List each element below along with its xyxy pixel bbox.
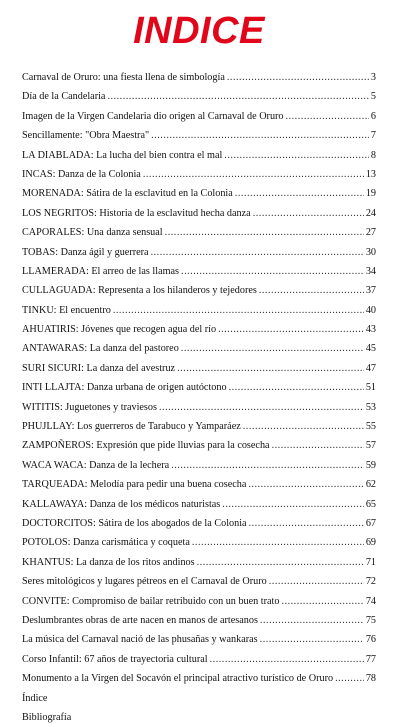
toc-leader-dots [248, 475, 363, 494]
toc-leader-dots [281, 592, 363, 611]
toc-entry[interactable] [22, 262, 376, 281]
toc-page-number: 65 [365, 498, 376, 510]
toc-entry[interactable] [22, 689, 376, 708]
table-of-contents [22, 68, 376, 727]
toc-entry-title: PHUJLLAY: Los guerreros de Tarabuco y Yamparáez [22, 421, 241, 433]
toc-entry-title: INTI LLAJTA: Danza urbana de origen autóctono [22, 382, 227, 394]
toc-page-number: 51 [365, 382, 376, 394]
toc-entry[interactable] [22, 281, 376, 300]
toc-entry[interactable] [22, 592, 376, 611]
toc-leader-dots [165, 223, 364, 242]
toc-entry[interactable] [22, 611, 376, 630]
toc-leader-dots [151, 126, 369, 145]
toc-entry-title: CONVITE: Compromiso de bailar retribuido con un buen trato [22, 595, 280, 607]
toc-entry-title: TOBAS: Danza ágil y guerrera [22, 246, 149, 258]
toc-entry-title: La música del Carnaval nació de las phusañas y wankaras [22, 634, 258, 646]
toc-entry-title: Bibliografía [22, 711, 72, 723]
toc-leader-dots [171, 456, 364, 475]
toc-page-number: 76 [365, 634, 376, 646]
toc-leader-dots [249, 514, 364, 533]
toc-entry-title: CULLAGUADA: Representa a los hilanderos y tejedores [22, 285, 257, 297]
toc-leader-dots [272, 436, 364, 455]
toc-entry-title: TARQUEADA: Melodía para pedir una buena cosecha [22, 479, 247, 491]
toc-entry-title: WACA WACA: Danza de la lechera [22, 459, 170, 471]
toc-page-number: 13 [365, 168, 376, 180]
page-title: INDICE [133, 10, 265, 52]
toc-entry[interactable] [22, 301, 376, 320]
toc-entry[interactable] [22, 204, 376, 223]
toc-leader-dots [192, 533, 364, 552]
toc-entry-title: WITITIS: Juguetones y traviesos [22, 401, 157, 413]
toc-entry[interactable] [22, 650, 376, 669]
toc-entry-title: SURI SICURI: La danza del avestruz [22, 362, 176, 374]
toc-leader-dots [269, 572, 364, 591]
toc-entry-title: Carnaval de Oruro: una fiesta llena de simbología [22, 72, 225, 83]
toc-leader-dots [259, 281, 364, 300]
toc-leader-dots [113, 301, 364, 320]
toc-page-number: 27 [365, 227, 376, 239]
toc-page-number: 40 [365, 304, 376, 316]
toc-page-number: 45 [365, 343, 376, 355]
toc-entry-title: INCAS: Danza de la Colonia [22, 168, 141, 180]
toc-entry[interactable] [22, 223, 376, 242]
toc-entry[interactable] [22, 630, 376, 649]
toc-leader-dots [218, 320, 364, 339]
toc-entry-title: Día de la Candelaria [22, 91, 106, 103]
toc-page-number: 47 [365, 362, 376, 374]
toc-leader-dots [181, 262, 364, 281]
toc-leader-dots [286, 107, 369, 126]
toc-entry[interactable] [22, 533, 376, 552]
toc-entry[interactable] [22, 572, 376, 591]
toc-entry[interactable] [22, 146, 376, 165]
toc-page-number: 6 [370, 110, 376, 122]
toc-entry-title: KALLAWAYA: Danza de los médicos naturistas [22, 498, 221, 510]
toc-entry[interactable] [22, 87, 376, 106]
toc-leader-dots [177, 359, 364, 378]
toc-entry[interactable] [22, 320, 376, 339]
toc-page-number: 19 [365, 188, 376, 200]
toc-page-number: 59 [365, 459, 376, 471]
toc-entry[interactable] [22, 126, 376, 145]
toc-entry-title: LLAMERADA: El arreo de las llamas [22, 265, 180, 277]
toc-entry-title: LOS NEGRITOS: Historia de la esclavitud hecha danza [22, 207, 251, 219]
toc-page-number: 3 [370, 72, 376, 83]
toc-entry[interactable] [22, 669, 376, 688]
toc-page-number: 7 [370, 130, 376, 142]
toc-leader-dots [260, 630, 364, 649]
toc-leader-dots [335, 669, 364, 688]
toc-entry[interactable] [22, 339, 376, 358]
toc-leader-dots [151, 243, 364, 262]
toc-leader-dots [159, 398, 364, 417]
toc-entry[interactable] [22, 417, 376, 436]
toc-entry[interactable] [22, 184, 376, 203]
toc-entry-title: MORENADA: Sátira de la esclavitud en la Colonia [22, 188, 233, 200]
toc-leader-dots [227, 68, 369, 87]
toc-page-number: 71 [365, 556, 376, 568]
toc-entry[interactable] [22, 456, 376, 475]
toc-page-number: 67 [365, 517, 376, 529]
toc-entry[interactable] [22, 553, 376, 572]
toc-entry-title: LA DIABLADA: La lucha del bien contra el mal [22, 149, 223, 161]
toc-page-number: 30 [365, 246, 376, 258]
toc-leader-dots [243, 417, 364, 436]
toc-page-number: 8 [370, 149, 376, 161]
toc-page-number: 78 [365, 673, 376, 685]
toc-leader-dots [107, 87, 368, 106]
toc-entry-title: Corso Infantil: 67 años de trayectoria cultural [22, 653, 208, 665]
toc-page-number: 75 [365, 614, 376, 626]
toc-entry[interactable] [22, 359, 376, 378]
toc-entry[interactable] [22, 68, 376, 87]
toc-entry[interactable] [22, 514, 376, 533]
toc-page-number: 74 [365, 595, 376, 607]
toc-entry-title: Imagen de la Virgen Candelaria dio origen al Carnaval de Oruro [22, 110, 284, 122]
toc-entry-title: Seres mitológicos y lugares pétreos en el Carnaval de Oruro [22, 576, 267, 588]
toc-page-number: 5 [370, 91, 376, 103]
toc-entry[interactable] [22, 243, 376, 262]
toc-entry-title: CAPORALES: Una danza sensual [22, 227, 163, 239]
toc-page-number: 24 [365, 207, 376, 219]
toc-leader-dots [210, 650, 364, 669]
toc-entry[interactable] [22, 475, 376, 494]
toc-entry-title: AHUATIRIS: Jóvenes que recogen agua del río [22, 324, 217, 336]
toc-page-number: 53 [365, 401, 376, 413]
toc-page-number: 34 [365, 265, 376, 277]
toc-page-number: 57 [365, 440, 376, 452]
toc-page-number: 43 [365, 324, 376, 336]
toc-page-number: 69 [365, 537, 376, 549]
toc-leader-dots [229, 378, 364, 397]
toc-entry[interactable] [22, 165, 376, 184]
toc-entry[interactable] [22, 708, 376, 727]
toc-entry-title: KHANTUS: La danza de los ritos andinos [22, 556, 195, 568]
toc-entry-title: Sencillamente: "Obra Maestra" [22, 130, 150, 142]
toc-entry-title: ANTAWARAS: La danza del pastoreo [22, 343, 179, 355]
toc-entry[interactable] [22, 398, 376, 417]
toc-entry-title: Índice [22, 692, 48, 704]
toc-leader-dots [260, 611, 364, 630]
toc-entry[interactable] [22, 107, 376, 126]
toc-entry[interactable] [22, 436, 376, 455]
toc-leader-dots [253, 204, 364, 223]
toc-entry[interactable] [22, 378, 376, 397]
toc-page-number: 62 [365, 479, 376, 491]
toc-entry-title: POTOLOS: Danza carismática y coqueta [22, 537, 190, 549]
toc-entry-title: ZAMPOÑEROS: Expresión que pide lluvias para la cosecha [22, 440, 270, 452]
toc-leader-dots [222, 495, 364, 514]
toc-leader-dots [143, 165, 364, 184]
toc-entry-title: Monumento a la Virgen del Socavón el principal atractivo turístico de Oruro [22, 673, 334, 685]
toc-entry-title: Deslumbrantes obras de arte nacen en manos de artesanos [22, 614, 258, 626]
toc-leader-dots [224, 146, 369, 165]
toc-entry-title: TINKU: El encuentro [22, 304, 111, 316]
toc-page-number: 37 [365, 285, 376, 297]
toc-page-number: 77 [365, 653, 376, 665]
toc-leader-dots [181, 339, 364, 358]
toc-entry-title: DOCTORCITOS: Sátira de los abogados de la Colonia [22, 517, 247, 529]
toc-page-number: 72 [365, 576, 376, 588]
toc-entry[interactable] [22, 495, 376, 514]
toc-leader-dots [197, 553, 364, 572]
toc-page-number: 55 [365, 421, 376, 433]
toc-leader-dots [235, 184, 364, 203]
